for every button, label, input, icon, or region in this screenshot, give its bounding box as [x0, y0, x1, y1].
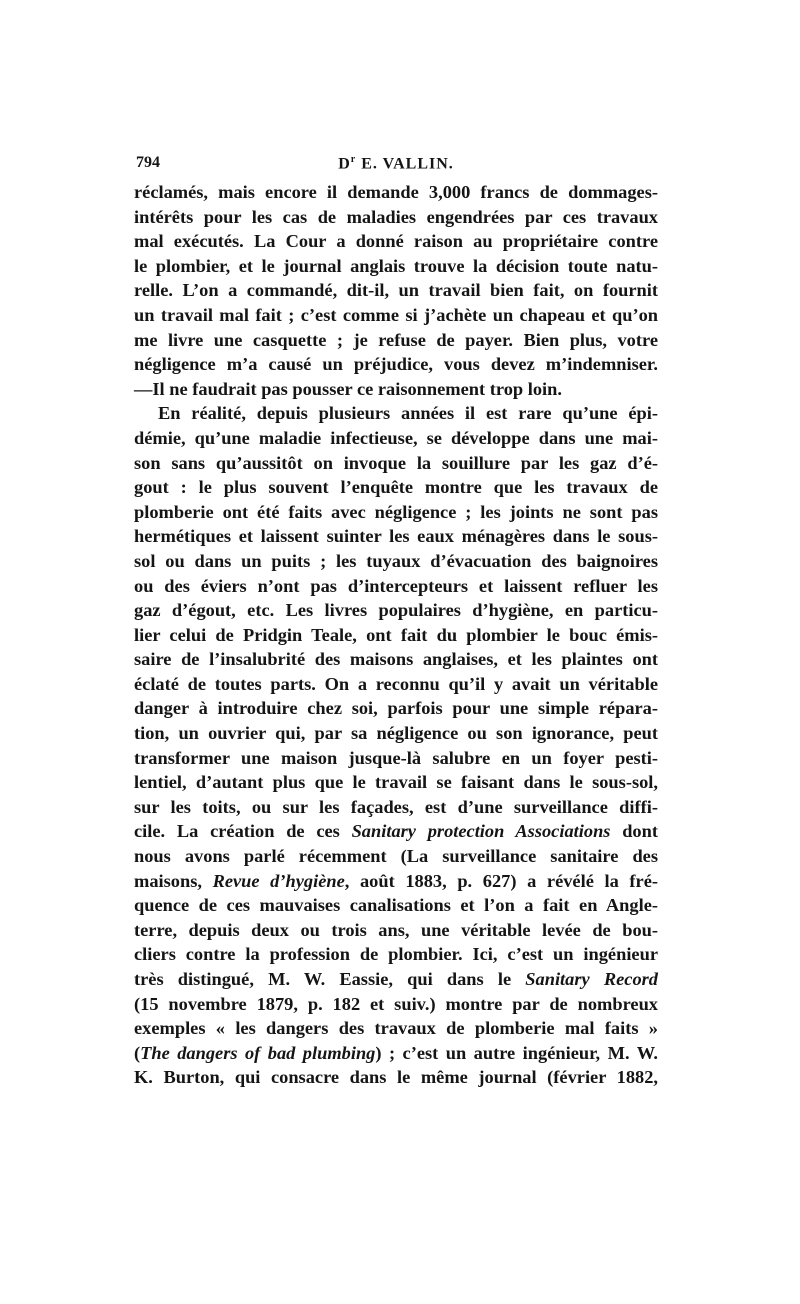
- running-head-superscript: r: [350, 154, 357, 165]
- line-text: me livre une casquette ; je refuse de payer. Bien plus, votre: [134, 329, 658, 350]
- text-line: [134, 426, 658, 451]
- line-text: sol ou dans un puits ; les tuyaux d’évacuation des baignoires: [134, 550, 658, 571]
- text-line: [134, 574, 658, 599]
- text-line: [134, 500, 658, 525]
- line-text-after: ) ; c’est un autre ingénieur, M. W.: [375, 1042, 659, 1063]
- body-text: [134, 180, 658, 1090]
- line-text: terre, depuis deux ou trois ans, une véritable levée de bou-: [134, 919, 658, 940]
- line-text-after: dont: [610, 821, 658, 842]
- text-line: [134, 475, 658, 500]
- line-text: saire de l’insalubrité des maisons anglaises, et les plaintes ont: [134, 649, 658, 670]
- running-head-author: E. VALLIN.: [356, 155, 454, 173]
- text-line: [134, 795, 658, 820]
- text-line: [134, 696, 658, 721]
- line-text: relle. L’on a commandé, dit-il, un travail bien fait, on fournit: [134, 280, 658, 301]
- line-text: démie, qu’une maladie infectieuse, se développe dans une mai-: [134, 427, 658, 448]
- line-text: négligence m’a causé un préjudice, vous devez m’indemniser.: [134, 354, 658, 375]
- line-text: éclaté de toutes parts. On a reconnu qu’il y avait un véritable: [134, 673, 658, 694]
- text-line: [134, 205, 658, 230]
- text-line: [134, 918, 658, 943]
- text-line: [134, 303, 658, 328]
- text-line: [134, 893, 658, 918]
- text-line: [134, 992, 658, 1017]
- text-line: [134, 746, 658, 771]
- page-number: 794: [136, 154, 160, 171]
- line-text-before: maisons,: [134, 870, 213, 891]
- text-line: [134, 869, 658, 894]
- text-line: [134, 180, 658, 205]
- italic-title: Sanitary Record: [525, 969, 658, 989]
- text-line: [134, 549, 658, 574]
- line-text-after: , août 1883, p. 627) a révélé la fré-: [344, 870, 658, 891]
- running-head-title: D: [338, 155, 351, 173]
- text-line: [134, 819, 658, 844]
- line-text: danger à introduire chez soi, parfois pour une simple répara-: [134, 698, 658, 719]
- line-text: gaz d’égout, etc. Les livres populaires d’hygiène, en particu-: [134, 600, 658, 621]
- italic-title: Revue d’hygiène: [212, 870, 345, 891]
- text-line: [134, 598, 658, 623]
- text-line: [134, 377, 658, 402]
- text-line: [134, 401, 658, 426]
- line-text: cliers contre la profession de plombier. Ici, c’est un ingénieur: [134, 944, 658, 965]
- line-text: En réalité, depuis plusieurs années il est rare qu’une épi-: [158, 403, 658, 424]
- text-line: [134, 451, 658, 476]
- line-text: lier celui de Pridgin Teale, ont fait du plombier le bouc émis-: [134, 624, 658, 645]
- line-text: hermétiques et laissent suinter les eaux ménagères dans le sous-: [134, 526, 658, 547]
- line-text: ou des éviers n’ont pas d’intercepteurs et laissent refluer les: [134, 575, 658, 596]
- text-line: [134, 1041, 658, 1066]
- line-text: un travail mal fait ; c’est comme si j’achète un chapeau et qu’on: [134, 304, 658, 325]
- line-text: intérêts pour les cas de maladies engendrées par ces travaux: [134, 206, 658, 227]
- text-line: [134, 254, 658, 279]
- text-line: [134, 1065, 658, 1090]
- running-head: [134, 154, 658, 173]
- text-line: [134, 623, 658, 648]
- italic-title: Sanitary protection Associations: [351, 821, 611, 842]
- text-line: [134, 942, 658, 967]
- line-text: —Il ne faudrait pas pousser ce raisonnement trop loin.: [134, 378, 562, 399]
- page-header: [134, 148, 658, 180]
- line-text: tion, un ouvrier qui, par sa négligence ou son ignorance, peut: [134, 723, 658, 744]
- book-page: [134, 148, 658, 1090]
- text-line: [134, 770, 658, 795]
- text-line: [134, 844, 658, 869]
- line-text: lentiel, d’autant plus que le travail se faisant dans le sous-sol,: [134, 772, 658, 793]
- line-text: réclamés, mais encore il demande 3,000 francs de dommages-: [134, 182, 658, 202]
- line-text: plomberie ont été faits avec négligence ; les joints ne sont pas: [134, 501, 658, 522]
- text-line: [134, 647, 658, 672]
- text-line: [134, 721, 658, 746]
- line-text: transformer une maison jusque-là salubre en un foyer pesti-: [134, 747, 658, 768]
- line-text: son sans qu’aussitôt on invoque la souillure par les gaz d’é-: [134, 452, 658, 473]
- text-line: [134, 1016, 658, 1041]
- line-text: K. Burton, qui consacre dans le même journal (février 1882,: [134, 1067, 658, 1088]
- text-line: [134, 278, 658, 303]
- line-text: sur les toits, ou sur les façades, est d’une surveillance diffi-: [134, 796, 658, 817]
- line-text: gout : le plus souvent l’enquête montre que les travaux de: [134, 477, 658, 498]
- text-line: [134, 967, 658, 992]
- text-line: [134, 328, 658, 353]
- line-text: (15 novembre 1879, p. 182 et suiv.) montre par de nombreux: [134, 993, 658, 1014]
- line-text: le plombier, et le journal anglais trouve la décision toute natu-: [134, 255, 658, 276]
- text-line: [134, 352, 658, 377]
- line-text-before: cile. La création de ces: [134, 821, 352, 842]
- line-text: nous avons parlé récemment (La surveillance sanitaire des: [134, 846, 658, 867]
- text-line: [134, 229, 658, 254]
- line-text: mal exécutés. La Cour a donné raison au propriétaire contre: [134, 231, 658, 252]
- line-text-before: très distingué, M. W. Eassie, qui dans le: [134, 969, 526, 989]
- text-line: [134, 672, 658, 697]
- line-text: quence de ces mauvaises canalisations et l’on a fait en Angle-: [134, 895, 658, 916]
- line-text-before: (: [134, 1042, 141, 1063]
- text-line: [134, 524, 658, 549]
- line-text: exemples « les dangers des travaux de plomberie mal faits »: [134, 1018, 658, 1039]
- italic-title: The dangers of bad plumbing: [140, 1042, 376, 1063]
